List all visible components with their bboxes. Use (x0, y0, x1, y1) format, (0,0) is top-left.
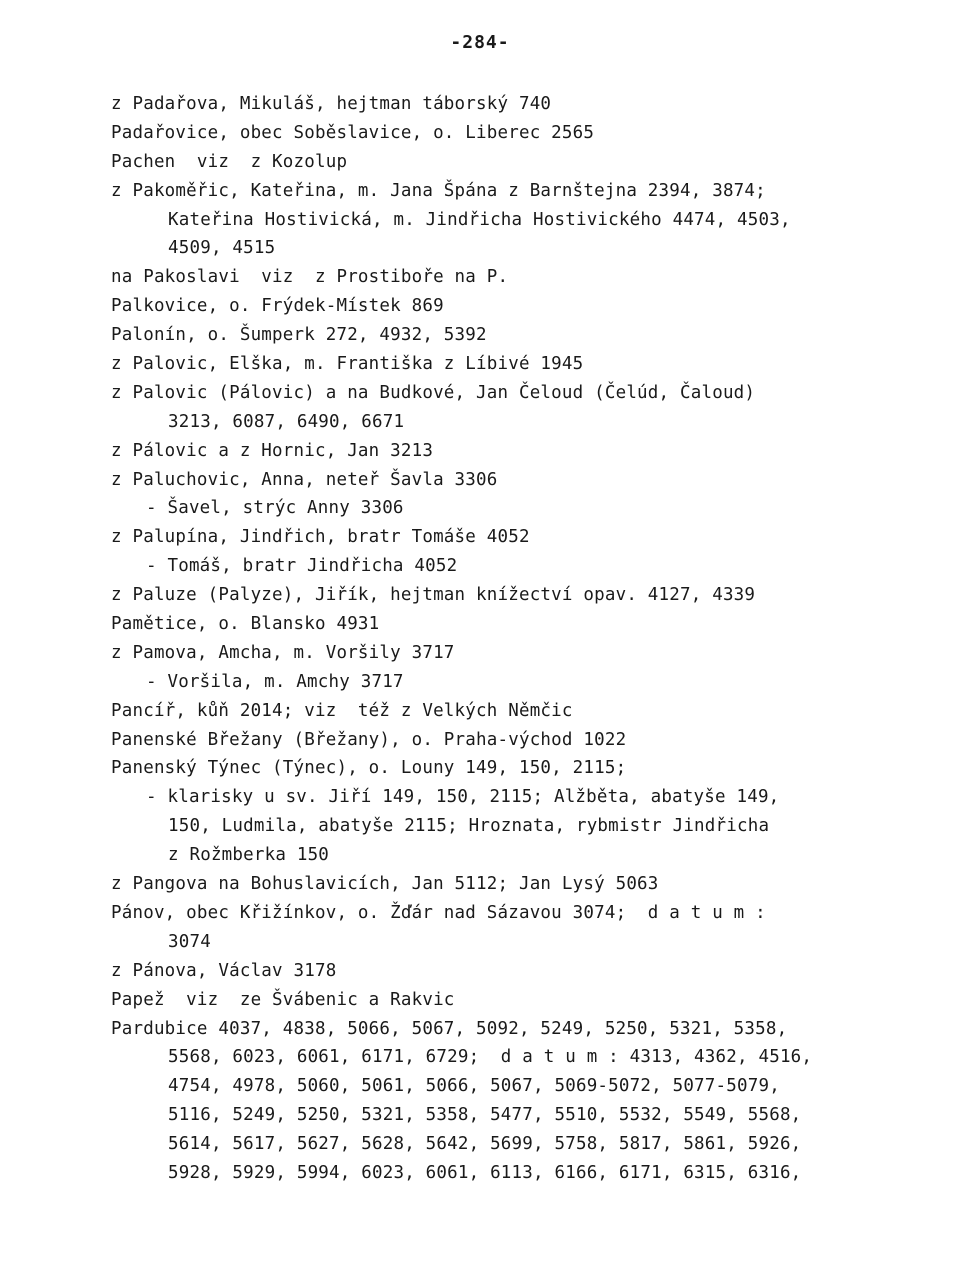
index-line: - Voršila, m. Amchy 3717 (146, 671, 404, 692)
index-line: Palonín, o. Šumperk 272, 4932, 5392 (111, 325, 487, 346)
index-line: Pamětice, o. Blansko 4931 (111, 614, 380, 635)
index-line: z Palovic, Elška, m. Františka z Líbivé 1945 (111, 354, 584, 375)
index-line: Pánov, obec Křižínkov, o. Žďár nad Sázavou 3074; d a t u m : (111, 902, 766, 923)
index-line: na Pakoslavi viz z Prostiboře na P. (111, 267, 509, 288)
index-line: 4754, 4978, 5060, 5061, 5066, 5067, 5069-5072, 5077-5079, (168, 1076, 780, 1097)
index-line: z Rožmberka 150 (168, 845, 330, 866)
page-number: -284- (450, 32, 510, 53)
index-line: - klarisky u sv. Jiří 149, 150, 2115; Alžběta, abatyše 149, (146, 787, 780, 808)
index-line: 5568, 6023, 6061, 6171, 6729; d a t u m : 4313, 4362, 4516, (168, 1047, 813, 1068)
index-line: Pachen viz z Kozolup (111, 151, 348, 172)
index-line: Pardubice 4037, 4838, 5066, 5067, 5092, 5249, 5250, 5321, 5358, (111, 1018, 788, 1039)
index-entries (111, 90, 911, 1188)
index-line: 3074 (168, 931, 211, 952)
index-line: 150, Ludmila, abatyše 2115; Hroznata, rybmistr Jindřicha (168, 816, 770, 837)
index-line: 5116, 5249, 5250, 5321, 5358, 5477, 5510, 5532, 5549, 5568, (168, 1105, 802, 1126)
index-line: Pancíř, kůň 2014; viz též z Velkých Němčic (111, 700, 573, 721)
index-line: 5928, 5929, 5994, 6023, 6061, 6113, 6166, 6171, 6315, 6316, (168, 1162, 802, 1183)
index-line: z Palupína, Jindřich, bratr Tomáše 4052 (111, 527, 530, 548)
index-line: z Pálovic a z Hornic, Jan 3213 (111, 440, 434, 461)
index-line: - Šavel, strýc Anny 3306 (146, 498, 404, 519)
index-line: 4509, 4515 (168, 238, 276, 259)
index-line: z Padařova, Mikuláš, hejtman táborský 740 (111, 94, 552, 114)
index-line: Panenské Břežany (Břežany), o. Praha-východ 1022 (111, 729, 627, 750)
index-line: 3213, 6087, 6490, 6671 (168, 411, 405, 432)
index-line: z Pangova na Bohuslavicích, Jan 5112; Jan Lysý 5063 (111, 874, 659, 895)
index-line: Padařovice, obec Soběslavice, o. Liberec 2565 (111, 122, 595, 143)
index-line: Kateřina Hostivická, m. Jindřicha Hostivického 4474, 4503, (168, 209, 791, 230)
index-line: z Pamova, Amcha, m. Voršily 3717 (111, 642, 455, 663)
index-line: z Pakoměřic, Kateřina, m. Jana Špána z Barnštejna 2394, 3874; (111, 180, 766, 201)
index-line: 5614, 5617, 5627, 5628, 5642, 5699, 5758, 5817, 5861, 5926, (168, 1134, 802, 1155)
index-line: z Palovic (Pálovic) a na Budkové, Jan Čeloud (Čelúd, Čaloud) (111, 382, 756, 403)
index-line: z Paluchovic, Anna, neteř Šavla 3306 (111, 469, 498, 490)
index-line: - Tomáš, bratr Jindřicha 4052 (146, 556, 458, 577)
index-line: Papež viz ze Švábenic a Rakvic (111, 989, 455, 1010)
index-line: Panenský Týnec (Týnec), o. Louny 149, 150, 2115; (111, 758, 627, 779)
index-line: Palkovice, o. Frýdek-Místek 869 (111, 296, 444, 317)
index-line: z Paluze (Palyze), Jiřík, hejtman knížectví opav. 4127, 4339 (111, 585, 756, 606)
index-line: z Pánova, Václav 3178 (111, 960, 337, 981)
